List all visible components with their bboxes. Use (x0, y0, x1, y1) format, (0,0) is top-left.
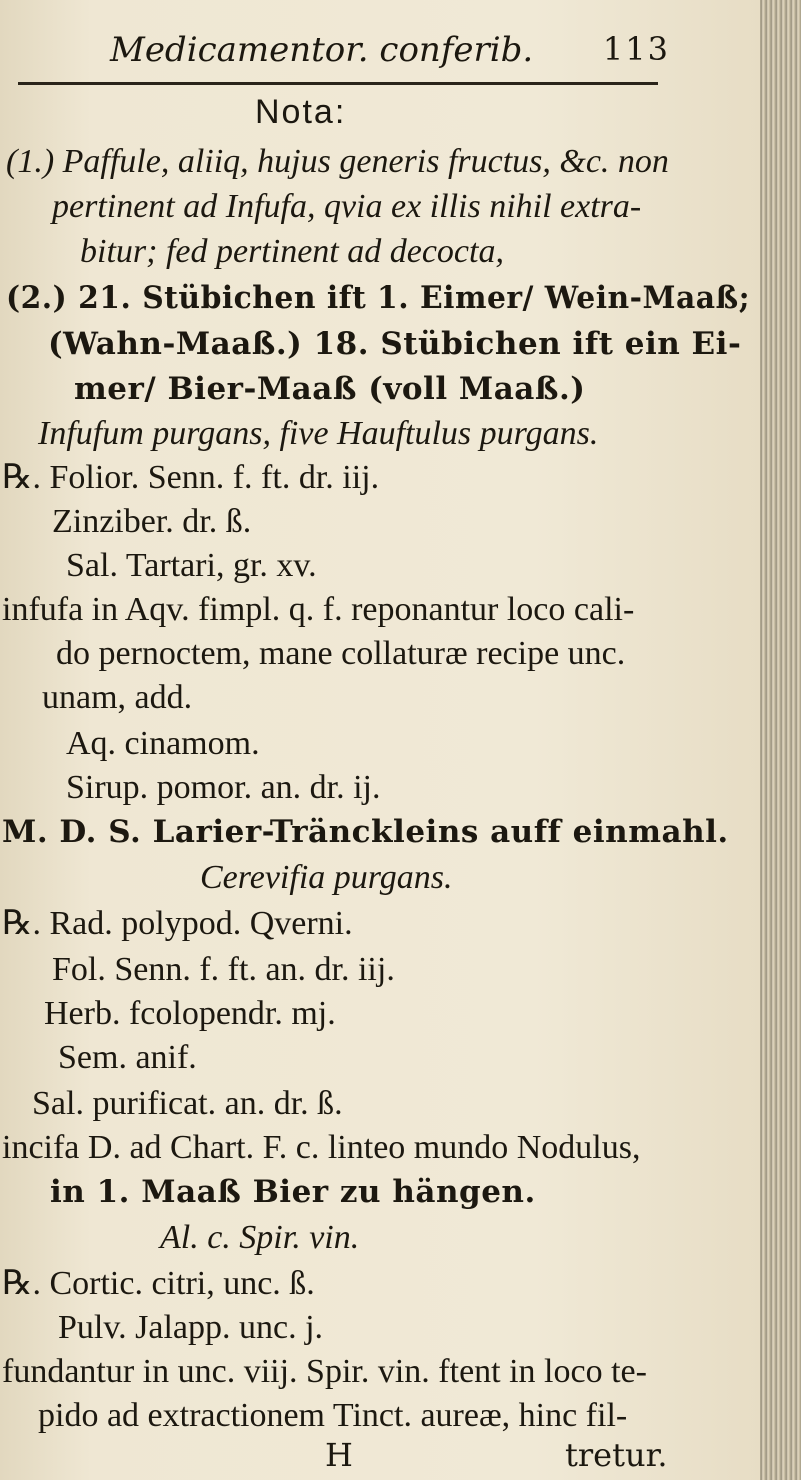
running-header (110, 30, 670, 74)
text-line: Sirup. pomor. an. dr. ij. (66, 769, 381, 806)
text-line: Cerevifia purgans. (200, 859, 453, 896)
text-line: Zinziber. dr. ß. (52, 503, 252, 540)
text-line: Fol. Senn. f. ft. an. dr. iij. (52, 951, 395, 988)
nota-heading: Nota: (255, 93, 347, 131)
running-title: Medicamentor. conferib. (110, 30, 534, 70)
text-line: do pernoctem, mane collaturæ recipe unc. (56, 635, 626, 672)
text-line: unam, add. (42, 679, 193, 716)
text-line: Infufum purgans, five Hauftulus purgans. (38, 415, 599, 452)
text-line: Sal. purificat. an. dr. ß. (32, 1085, 343, 1122)
text-line: (Wahn-Maaß.) 18. Stübichen ift ein Ei- (48, 326, 742, 362)
text-line: infufa in Aqv. fimpl. q. f. reponantur loco cali- (2, 591, 635, 628)
text-line: Pulv. Jalapp. unc. j. (58, 1309, 324, 1346)
text-line: Al. c. Spir. vin. (160, 1219, 360, 1256)
header-rule (18, 82, 658, 85)
text-line: (2.) 21. Stübichen ift 1. Eimer/ Wein-Maaß; (6, 280, 751, 316)
page-edge (760, 0, 801, 1480)
text-line: bitur; fed pertinent ad decocta, (80, 233, 504, 270)
text-line: mer/ Bier-Maaß (voll Maaß.) (74, 371, 586, 407)
text-line: Sem. anif. (58, 1039, 197, 1076)
page-number: 113 (602, 30, 670, 68)
text-line: ℞. Cortic. citri, unc. ß. (2, 1265, 315, 1302)
text-line: in 1. Maaß Bier zu hängen. (50, 1174, 536, 1210)
text-line: fundantur in unc. viij. Spir. vin. ftent in loco te- (2, 1353, 647, 1390)
text-line: ℞. Folior. Senn. f. ft. dr. iij. (2, 459, 380, 496)
signature-mark: H (325, 1436, 353, 1474)
catchword: tretur. (565, 1436, 668, 1474)
text-line: Sal. Tartari, gr. xv. (66, 547, 317, 584)
text-line: pido ad extractionem Tinct. aureæ, hinc fil- (38, 1397, 628, 1434)
text-line: Aq. cinamom. (66, 725, 260, 762)
text-line: pertinent ad Infufa, qvia ex illis nihil extra- (52, 188, 642, 225)
text-line: ℞. Rad. polypod. Qverni. (2, 905, 353, 942)
text-line: incifa D. ad Chart. F. c. linteo mundo Nodulus, (2, 1129, 641, 1166)
text-line: M. D. S. Larier-Tränckleins auff einmahl. (2, 814, 729, 850)
text-line: (1.) Paffule, aliiq, hujus generis fructus, &c. non (6, 143, 669, 180)
text-line: Herb. fcolopendr. mj. (44, 995, 336, 1032)
